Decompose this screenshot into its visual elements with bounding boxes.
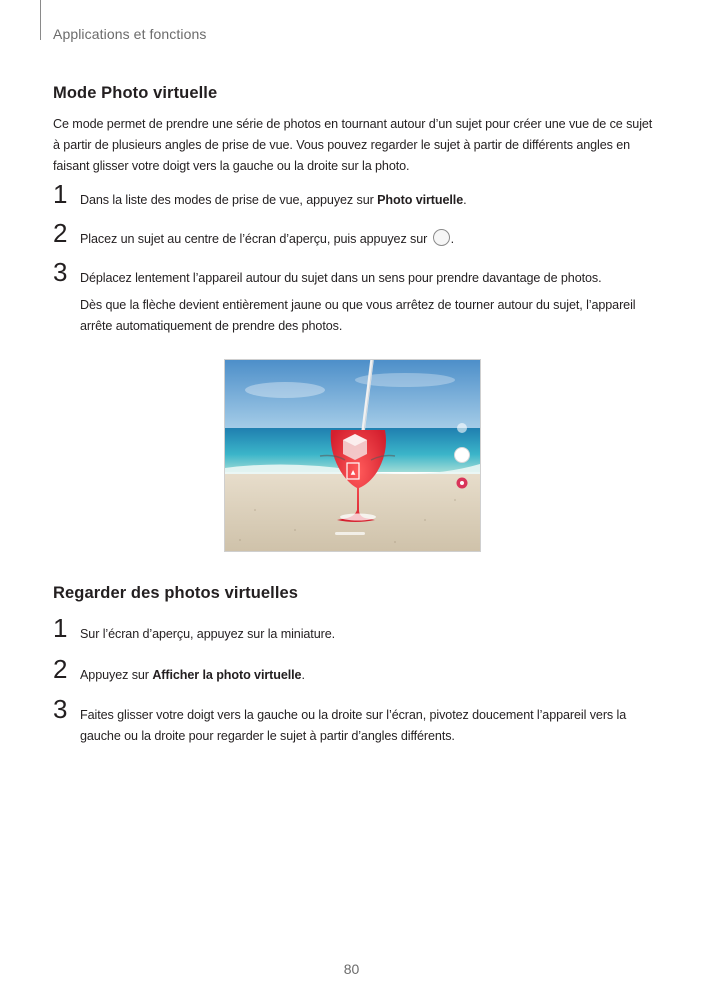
intro-paragraph: Ce mode permet de prendre une série de photos en tournant autour d’un sujet pour créer une vue de ce sujet à partir de plusieurs angles de prise de vue. Vous pouvez regarder le sujet à partir de différents angles en faisant glisser votre doigt vers la gauche ou la droite sur la photo. xyxy=(53,117,653,173)
step-number: 2 xyxy=(53,218,68,248)
step-text: Appuyez sur Afficher la photo virtuelle. xyxy=(80,668,305,682)
mode-indicator-bar xyxy=(335,532,365,535)
section-title-view-virtual-photos: Regarder des photos virtuelles xyxy=(53,584,299,602)
shutter-button-icon xyxy=(433,229,450,246)
step-text: Placez un sujet au centre de l’écran d’aperçu, puis appuyez sur . xyxy=(80,229,655,250)
ui-label-show-virtual-photo: Afficher la photo virtuelle xyxy=(152,668,302,682)
sand xyxy=(225,474,480,551)
svg-text:▲: ▲ xyxy=(350,469,356,476)
gallery-thumbnail-icon xyxy=(457,423,467,433)
step-number: 3 xyxy=(53,694,68,724)
ui-label-virtual-photo: Photo virtuelle xyxy=(377,193,464,207)
step-note: Dès que la flèche devient entièrement jaune ou que vous arrêtez de tourner autour du sujet, l’appareil arrête automatiquement de prendre des photos. xyxy=(80,298,636,333)
step-number: 1 xyxy=(53,613,68,643)
page-number: 80 xyxy=(343,961,360,977)
step-text: Dans la liste des modes de prise de vue, appuyez sur Photo virtuelle. xyxy=(80,193,467,207)
step-number: 3 xyxy=(53,257,68,287)
step-text: Sur l’écran d’aperçu, appuyez sur la miniature. xyxy=(80,627,336,641)
step-text: Déplacez lentement l’appareil autour du sujet dans un sens pour prendre davantage de photos. xyxy=(80,271,602,285)
step-text: Faites glisser votre doigt vers la gauche ou la droite sur l’écran, pivotez doucement l’appareil vers la gauche ou la droite pour regarder le sujet à partir d’angles différents. xyxy=(80,708,627,743)
shutter-button-icon xyxy=(455,448,470,463)
camera-preview-screenshot xyxy=(224,359,481,552)
step-number: 2 xyxy=(53,654,68,684)
step-number: 1 xyxy=(53,179,68,209)
section-header: Applications et fonctions xyxy=(53,26,207,42)
section-title-virtual-photo: Mode Photo virtuelle xyxy=(53,84,218,102)
header-rule xyxy=(40,0,41,40)
